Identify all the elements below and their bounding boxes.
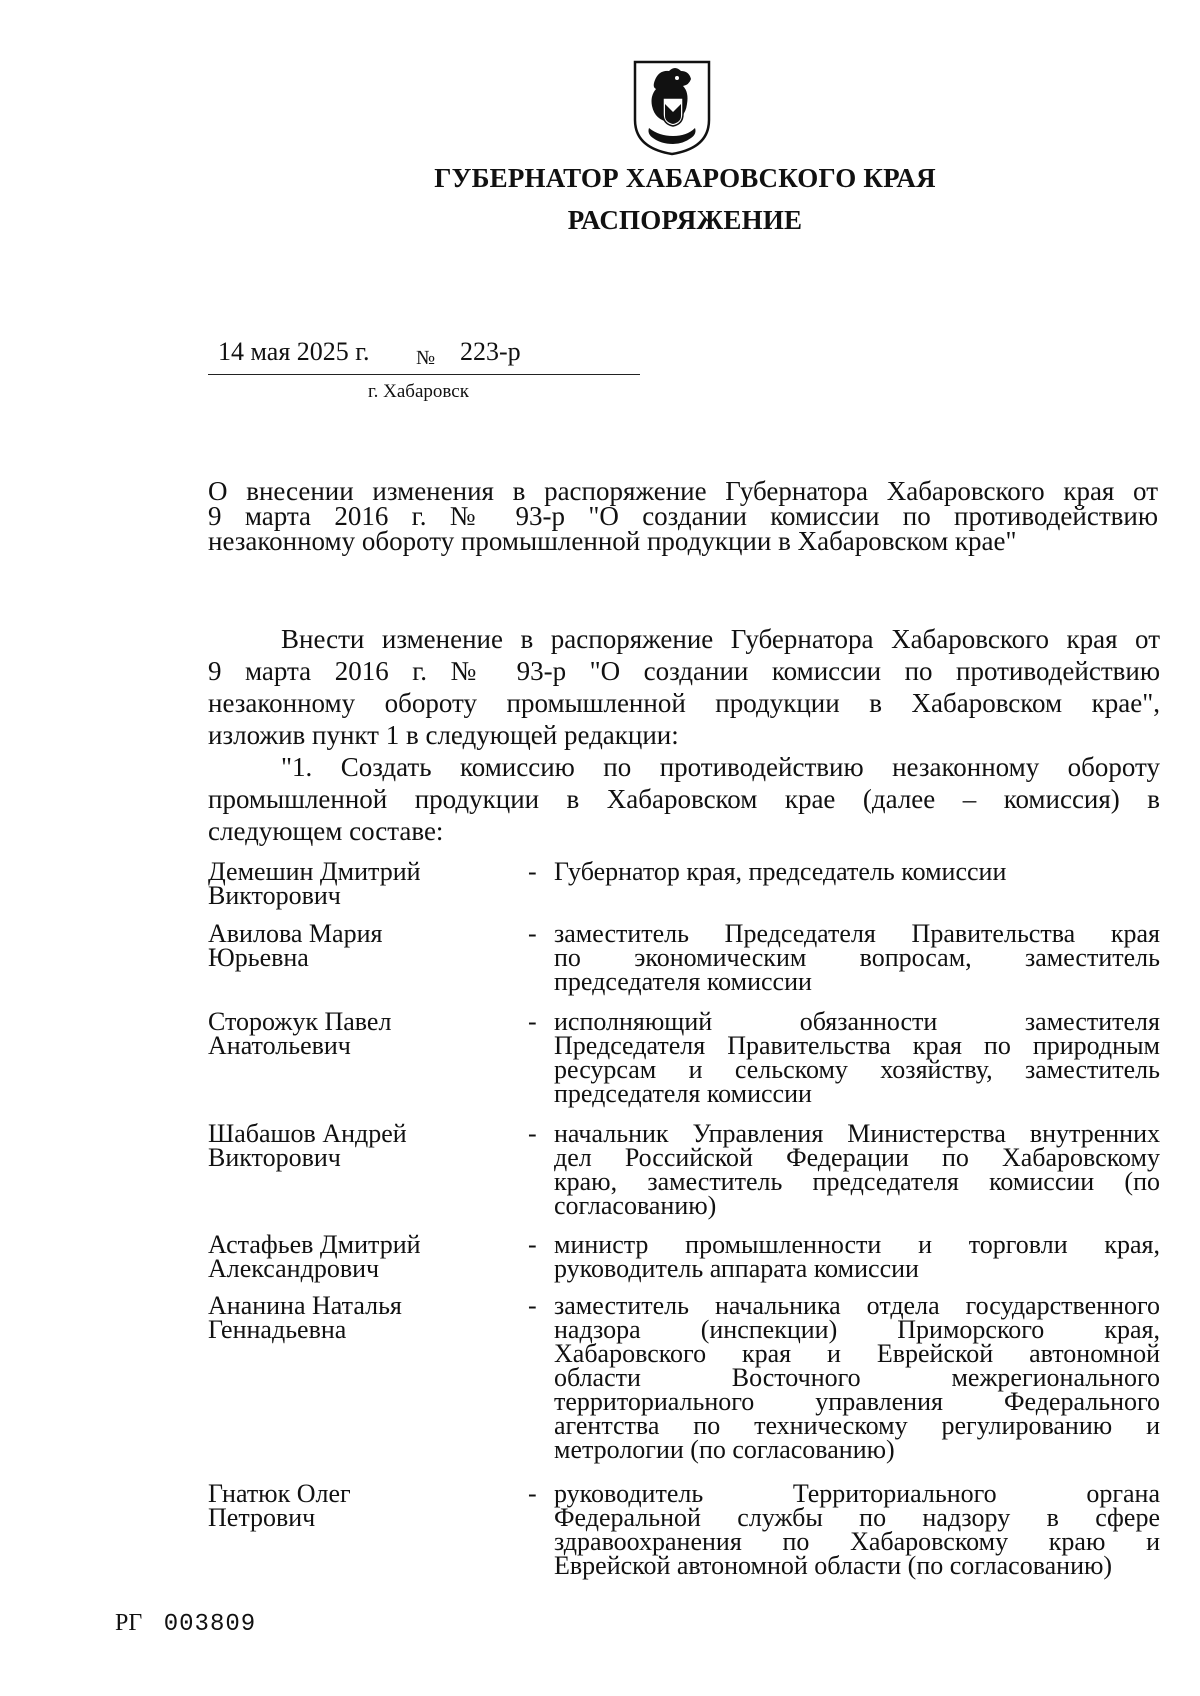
member-dash: -: [528, 857, 537, 886]
member-role: [554, 1230, 1160, 1283]
member-role-line: по экономическим вопросам, заместитель: [554, 943, 1160, 972]
form-serial: [115, 1610, 256, 1638]
member-dash: -: [528, 1479, 537, 1508]
coat-of-arms-icon: [631, 58, 713, 156]
member-role-line: Хабаровского края и Еврейской автономной: [554, 1339, 1160, 1368]
form-serial-number: 003809: [163, 1611, 257, 1638]
member-dash: -: [528, 1291, 537, 1320]
member-name: [208, 1291, 508, 1344]
member-name-line: Ананина Наталья: [208, 1291, 402, 1320]
member-dash: -: [528, 1119, 537, 1148]
member-role-line: краю, заместитель председателя комиссии (по: [554, 1167, 1160, 1196]
member-name-line: Авилова Мария: [208, 919, 383, 948]
member-role-line: агентства по техническому регулированию и: [554, 1411, 1160, 1440]
member-name: [208, 1007, 508, 1060]
member-name: [208, 1479, 508, 1532]
member-role-line: ресурсам и сельскому хозяйству, заместитель: [554, 1055, 1160, 1084]
member-dash: -: [528, 919, 537, 948]
member-name-line: Шабашов Андрей: [208, 1119, 407, 1148]
authority-title: ГУБЕРНАТОР ХАБАРОВСКОГО КРАЯ: [434, 163, 936, 193]
member-role-line: Губернатор края, председатель комиссии: [554, 857, 1007, 886]
member-role: [554, 1007, 1160, 1108]
body-line: незаконному обороту промышленной продукции в Хабаровском крае",: [208, 688, 1160, 718]
member-role-line: согласованию): [554, 1191, 717, 1220]
member-role-line: здравоохранения по Хабаровскому краю и: [554, 1527, 1160, 1556]
member-name-line: Викторович: [208, 1143, 341, 1172]
document-subject: [208, 476, 1158, 556]
member-role-line: председателя комиссии: [554, 967, 812, 996]
member-role-line: территориального управления Федерального: [554, 1387, 1160, 1416]
document-number: 223-р: [460, 337, 521, 366]
date-underline: [208, 374, 640, 375]
body-line: Внести изменение в распоряжение Губернатора Хабаровского края от: [281, 624, 1160, 654]
member-name-line: Демешин Дмитрий: [208, 857, 421, 886]
member-name-line: Юрьевна: [208, 943, 309, 972]
member-role: [554, 1479, 1160, 1580]
member-name: [208, 1119, 508, 1172]
member-role-line: Председателя Правительства края по природным: [554, 1031, 1160, 1060]
member-role-line: заместитель начальника отдела государственного: [554, 1291, 1160, 1320]
member-role: [554, 857, 1160, 886]
member-role-line: дел Российской Федерации по Хабаровскому: [554, 1143, 1160, 1172]
subject-line: 9 марта 2016 г. № 93-р "О создании комиссии по противодействию: [208, 501, 1158, 531]
member-role-line: заместитель Председателя Правительства края: [554, 919, 1160, 948]
body-line: "1. Создать комиссию по противодействию незаконному обороту: [281, 752, 1160, 782]
member-name: [208, 919, 508, 972]
member-name-line: Астафьев Дмитрий: [208, 1230, 421, 1259]
member-role-line: метрологии (по согласованию): [554, 1435, 895, 1464]
member-role-line: Федеральной службы по надзору в сфере: [554, 1503, 1160, 1532]
body-line: промышленной продукции в Хабаровском крае (далее – комиссия) в: [208, 784, 1160, 814]
member-role-line: руководитель Территориального органа: [554, 1479, 1160, 1508]
member-name-line: Гнатюк Олег: [208, 1479, 351, 1508]
document-date: 14 мая 2025 г.: [218, 337, 370, 366]
form-series: РГ: [115, 1610, 143, 1636]
member-name-line: Анатольевич: [208, 1031, 351, 1060]
subject-line: О внесении изменения в распоряжение Губернатора Хабаровского края от: [208, 476, 1158, 506]
member-dash: -: [528, 1230, 537, 1259]
member-role-line: области Восточного межрегионального: [554, 1363, 1160, 1392]
member-role-line: руководитель аппарата комиссии: [554, 1254, 919, 1283]
member-name-line: Александрович: [208, 1254, 380, 1283]
member-name-line: Сторожук Павел: [208, 1007, 392, 1036]
number-sign: №: [416, 347, 436, 369]
member-role-line: исполняющий обязанности заместителя: [554, 1007, 1160, 1036]
body-line: изложив пункт 1 в следующей редакции:: [208, 720, 679, 750]
member-name-line: Петрович: [208, 1503, 316, 1532]
member-name-line: Викторович: [208, 881, 341, 910]
date-number-block: [208, 337, 640, 407]
member-role-line: начальник Управления Министерства внутренних: [554, 1119, 1160, 1148]
body-line: 9 марта 2016 г. № 93-р "О создании комиссии по противодействию: [208, 656, 1160, 686]
member-name: [208, 1230, 508, 1283]
member-name-line: Геннадьевна: [208, 1315, 347, 1344]
member-role-line: председателя комиссии: [554, 1079, 812, 1108]
member-role: [554, 919, 1160, 996]
member-name: [208, 857, 508, 910]
document-type: РАСПОРЯЖЕНИЕ: [567, 205, 803, 235]
member-dash: -: [528, 1007, 537, 1036]
body-line: следующем составе:: [208, 816, 444, 846]
member-role-line: надзора (инспекции) Приморского края,: [554, 1315, 1160, 1344]
member-role-line: Еврейской автономной области (по согласованию): [554, 1551, 1113, 1580]
member-role-line: министр промышленности и торговли края,: [554, 1230, 1160, 1259]
member-role: [554, 1119, 1160, 1220]
member-role: [554, 1291, 1160, 1464]
document-body: [208, 623, 1160, 847]
document-city: г. Хабаровск: [368, 381, 469, 402]
subject-line: незаконному обороту промышленной продукции в Хабаровском крае": [208, 526, 1017, 556]
